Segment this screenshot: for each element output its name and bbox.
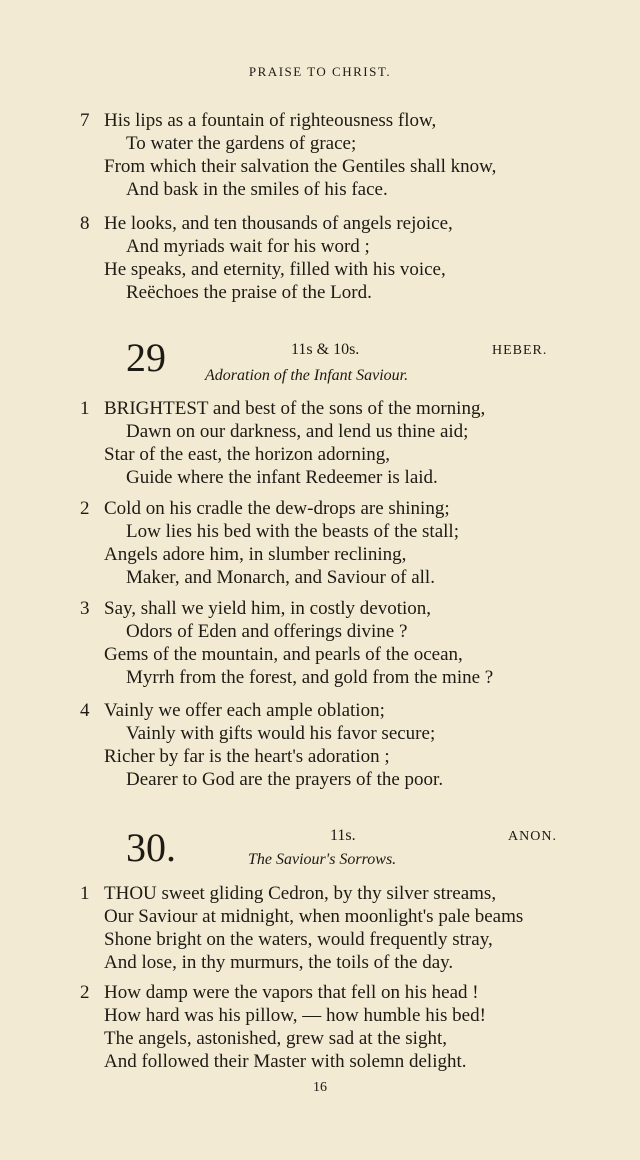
verse-line: Maker, and Monarch, and Saviour of all. [126,567,435,588]
hymn-title: The Saviour's Sorrows. [248,851,397,868]
verse-line: Dawn on our darkness, and lend us thine aid; [126,421,469,442]
running-head: PRAISE TO CHRIST. [248,64,392,79]
verse-number: 2 [80,982,90,1003]
verse-line: And followed their Master with solemn delight. [104,1051,467,1072]
hymn-author: HEBER. [492,343,548,358]
verse-line: And bask in the smiles of his face. [126,179,388,200]
verse-line: Shone bright on the waters, would frequently stray, [104,929,493,950]
hymn-meter: 11s. [330,827,356,844]
verse-line: Our Saviour at midnight, when moonlight's pale beams [104,906,524,927]
verse-line: BRIGHTEST and best of the sons of the morning, [104,398,486,419]
verse-line: He looks, and ten thousands of angels rejoice, [104,213,453,234]
verse-line: Vainly with gifts would his favor secure; [126,723,436,744]
verse-line: Myrrh from the forest, and gold from the mine ? [126,667,494,688]
verse-line: Richer by far is the heart's adoration ; [104,746,390,767]
verse-line: Guide where the infant Redeemer is laid. [126,467,438,488]
hymn-title: Adoration of the Infant Saviour. [205,367,409,384]
verse-line: From which their salvation the Gentiles shall know, [104,156,497,177]
verse-line: The angels, astonished, grew sad at the sight, [104,1028,447,1049]
verse-line: Odors of Eden and offerings divine ? [126,621,408,642]
verse-line: Reëchoes the praise of the Lord. [126,282,372,303]
verse-line: Low lies his bed with the beasts of the stall; [126,521,459,542]
verse-number: 3 [80,598,90,619]
verse-line: How damp were the vapors that fell on his head ! [104,982,479,1003]
hymn-author: ANON. [508,829,557,844]
hymn-number: 29 [126,335,166,380]
hymn-meter: 11s & 10s. [291,341,360,358]
verse-line: To water the gardens of grace; [126,133,357,154]
verse-line: Dearer to God are the prayers of the poor. [126,769,444,790]
verse-line: And myriads wait for his word ; [126,236,370,257]
verse-line: THOU sweet gliding Cedron, by thy silver streams, [104,883,497,904]
verse-line: How hard was his pillow, — how humble his bed! [104,1005,486,1026]
verse-line: Vainly we offer each ample oblation; [104,700,385,721]
verse-line: Say, shall we yield him, in costly devotion, [104,598,432,619]
verse-line: Angels adore him, in slumber reclining, [104,544,407,565]
verse-line: Star of the east, the horizon adorning, [104,444,390,465]
verse-number: 4 [80,700,90,721]
verse-line: Cold on his cradle the dew-drops are shining; [104,498,450,519]
verse-number: 2 [80,498,90,519]
verse-line: And lose, in thy murmurs, the toils of the day. [104,952,454,973]
verse-number: 1 [80,883,90,904]
verse-line: Gems of the mountain, and pearls of the ocean, [104,644,463,665]
verse-line: He speaks, and eternity, filled with his voice, [104,259,446,280]
verse-number: 7 [80,110,90,131]
page-number: 16 [313,1080,327,1095]
verse-line: His lips as a fountain of righteousness flow, [104,110,437,131]
hymn-number: 30. [126,825,176,870]
verse-number: 8 [80,213,90,234]
verse-number: 1 [80,398,90,419]
